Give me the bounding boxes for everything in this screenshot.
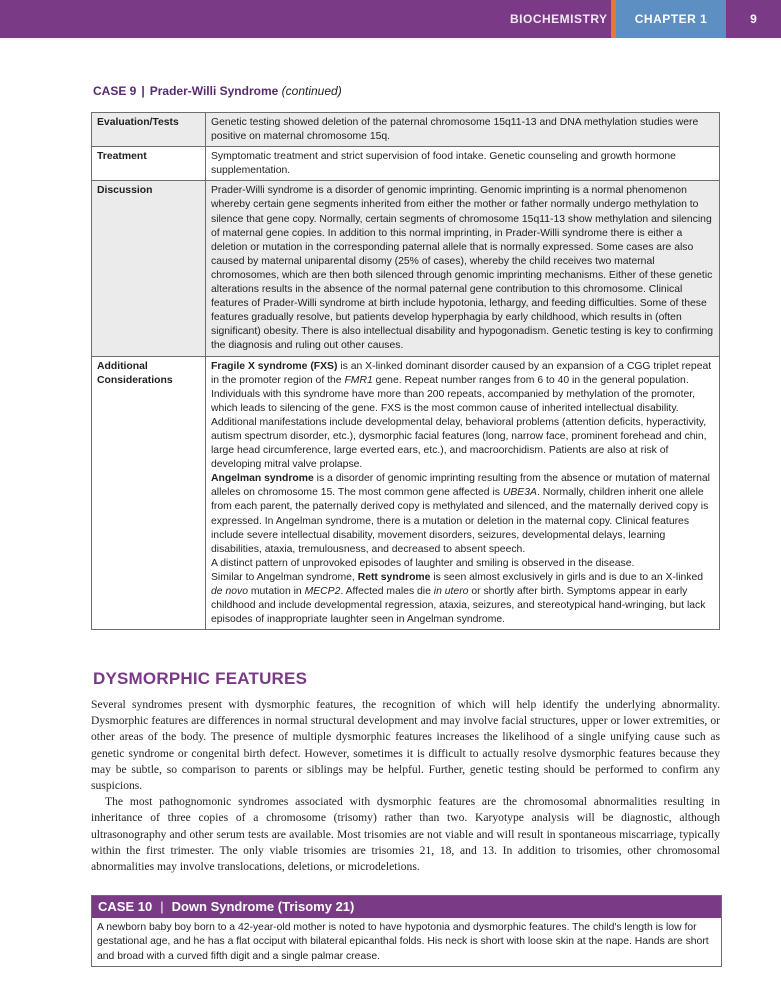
rett-denovo: de novo <box>211 586 248 597</box>
fxs-gene: FMR1 <box>344 374 373 386</box>
rett-text: mutation in <box>247 586 305 597</box>
section-body <box>91 697 720 875</box>
table-row <box>92 113 720 147</box>
angelman-term: Angelman syndrome <box>211 473 314 485</box>
body-paragraph: The most pathognomonic syndromes associated with dysmorphic features are the chromosomal abnormalities resulting in inheritance of three copies of a chromosome (trisomy) rather than two. Karyotype analysis will be diagnostic, although ultrasonography and other serum tests are available. Most trisomies are not viable and will result in spontaneous miscarriage, typically within the first trimester. The only viable trisomies are trisomies 21, 18, and 13. In addition to trisomies, other chromosomal abnormalities may involve translocations, deletions, or microdeletions. <box>91 795 720 874</box>
row-text <box>206 356 720 630</box>
fxs-text: is an X-linked dominant disorder caused by an expansion of a CGG triplet repeat in the promoter region of the <box>211 360 712 386</box>
case10-heading <box>92 896 721 918</box>
rett-text: is seen almost exclusively in girls and is due to an X-linked <box>430 571 704 583</box>
case10-text: A newborn baby boy born to a 42-year-old mother is noted to have hypotonia and dysmorphic features. The child's length is low for gestational age, and he has a flat occiput with bilateral epicanthal folds. His neck is short with loose skin at the nape. Hands are short and broad with a curved fifth digit and a single palmar crease. <box>97 922 709 962</box>
rett-gene: MECP2 <box>304 586 341 597</box>
angelman-laughter-line: A distinct pattern of unprovoked episodes of laughter and smiling is observed in the disease. <box>211 557 635 569</box>
fxs-paragraph <box>211 360 714 473</box>
subject-label: BIOCHEMISTRY <box>510 12 608 26</box>
row-text: Symptomatic treatment and strict supervision of food intake. Genetic counseling and growth hormone supplementation. <box>206 147 720 181</box>
table-row <box>92 147 720 181</box>
angelman-paragraph <box>211 472 714 557</box>
angelman-text: . Normally, children inherit one allele from each parent, the paternally derived copy is methylated and silenced, and the maternally derived copy is expressed. In Angelman syndrome, there is a mutation or deletion in the maternal copy. Clinical features include severe intellectual disability, movement disorders, seizures, developmental delays, learning disabilities, ataxia, tremulousness, and decreased to absent speech. <box>211 487 709 555</box>
rett-term: Rett syndrome <box>357 571 431 583</box>
case9-heading <box>93 84 342 98</box>
row-label: Discussion <box>92 181 206 356</box>
case9-table <box>91 112 720 630</box>
rett-text: or shortly after birth. Symptoms appear in early childhood and include developmental regression, ataxia, seizures, and stereotypical hand-wringing, but lack episodes of inappropriate laughter seen in Angelman syndrome. <box>211 586 706 626</box>
case10-title: Down Syndrome (Trisomy 21) <box>171 899 355 914</box>
row-label: Treatment <box>92 147 206 181</box>
case9-title: Prader-Willi Syndrome <box>149 84 279 98</box>
rett-paragraph <box>211 571 714 627</box>
case10-number: CASE 10 <box>98 899 153 914</box>
case9-continued: (continued) <box>281 84 342 98</box>
body-paragraph: Several syndromes present with dysmorphic features, the recognition of which will help identify the underlying abnormality. Dysmorphic features are differences in normal structural development and may involve facial structures, upper or lower extremities, or other areas of the body. The presence of multiple dysmorphic features increases the likelihood of a single unifying cause such as genetic syndrome or congenital birth defect. However, sometimes it is difficult to actually resolve dysmorphic features because they may be subtle, so comparison to parents or siblings may be helpful. Further, genetic testing should be performed to confirm any suspicions. <box>91 698 720 793</box>
page-number: 9 <box>750 12 757 26</box>
case10-separator: | <box>160 899 164 914</box>
table-row <box>92 181 720 356</box>
case10-box <box>91 895 722 967</box>
rett-text: Similar to Angelman syndrome, <box>211 571 358 583</box>
rett-text: . Affected males die <box>340 586 434 597</box>
fxs-term: Fragile X syndrome (FXS) <box>211 360 338 372</box>
row-label: Additional Considerations <box>92 356 206 630</box>
section-title: DYSMORPHIC FEATURES <box>93 669 308 688</box>
angelman-gene: UBE3A <box>502 487 537 499</box>
row-label: Evaluation/Tests <box>92 113 206 147</box>
case9-number: CASE 9 <box>93 84 137 98</box>
row-text: Prader-Willi syndrome is a disorder of genomic imprinting. Genomic imprinting is a normal phenomenon whereby certain gene segments inherited from either the mother or father normally undergo methylation to silence that gene copy. Normally, certain segments of chromosome 15q11-13 show methylation and silencing of maternal gene copies. In addition to this normal imprinting, in Prader-Willi syndrome there is either a deletion or mutation in the corresponding paternal allele that is normally expressed. Some cases are also caused by maternal uniparental disomy (25% of cases), whereby the child receives two maternal chromosomes, which are then both silenced through genomic imprinting mechanisms. Either of these genetic alterations results in the absence of the normal paternal gene contribution to this chromosome. Clinical features of Prader-Willi syndrome at birth include hypotonia, lethargy, and feeding difficulties. Some of these features gradually resolve, but patients develop hyperphagia by early childhood, which results in (often significant) obesity. There is also intellectual disability and hypogonadism. Genetic testing is key to confirming the diagnosis and ruling out other causes. <box>206 181 720 356</box>
page-header <box>0 0 781 38</box>
row-text: Genetic testing showed deletion of the paternal chromosome 15q11-13 and DNA methylation studies were positive on maternal chromosome 15q. <box>206 113 720 147</box>
fxs-text: gene. Repeat number ranges from 6 to 40 in the general population. Individuals with this syndrome have more than 200 repeats, accompanied by methylation of the promoter, which leads to silencing of the gene. FXS is the most common cause of inherited intellectual disability. Additional manifestations include developmental delay, behavioral problems (attention deficits, hyperactivity, autism spectrum disorder, etc.), dysmorphic facial features (long, narrow face, prominent forehead and chin, large head circumference, large everted ears, etc.), and macroorchidism. Patients are also at risk of developing mitral valve prolapse. <box>211 374 707 471</box>
rett-in-utero: in utero <box>433 586 469 597</box>
case9-separator: | <box>141 84 145 98</box>
chapter-label: CHAPTER 1 <box>616 0 726 38</box>
table-row <box>92 356 720 630</box>
angelman-text: is a disorder of genomic imprinting resulting from the absence or mutation of maternal alleles on chromosome 15. The most common gene affected is <box>211 473 710 499</box>
